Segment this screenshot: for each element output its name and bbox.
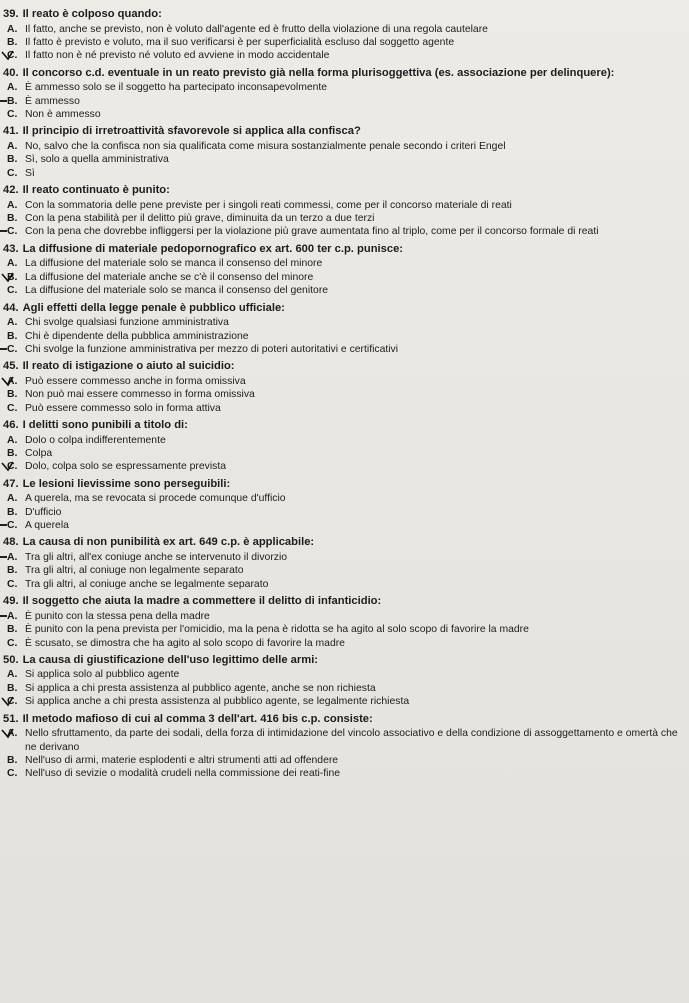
option-text: Chi svolge qualsiasi funzione amministrativa: [25, 317, 229, 329]
handwritten-dash-mark-icon: [0, 348, 7, 350]
option-letter: A.: [7, 434, 18, 446]
question-text: La causa di giustificazione dell'uso legittimo delle armi:: [22, 653, 319, 666]
option-a: [3, 434, 679, 447]
option-b: [3, 623, 679, 636]
option-text: È punito con la pena prevista per l'omicidio, ma la pena è ridotta se ha agito al solo scopo di favorire la madre: [25, 624, 529, 636]
option-text: Chi è dipendente della pubblica amministrazione: [25, 330, 249, 342]
option-letter: A.: [7, 728, 18, 740]
handwritten-check-mark-icon: [1, 728, 15, 739]
handwritten-check-mark-icon: [1, 272, 15, 283]
question-number: 51.: [3, 712, 19, 725]
question-title: [3, 713, 679, 727]
question-title: [3, 419, 679, 433]
question-text: La diffusione di materiale pedopornografico ex art. 600 ter c.p. punisce:: [22, 242, 404, 255]
option-text: Sì, solo a quella amministrativa: [25, 154, 169, 166]
question-text: La causa di non punibilità ex art. 649 c.p. è applicabile:: [22, 536, 315, 549]
option-text: Colpa: [25, 447, 53, 459]
handwritten-check-mark-icon: [1, 376, 15, 387]
option-b: [3, 506, 679, 519]
option-text: Dolo o colpa indifferentemente: [25, 434, 166, 446]
option-letter: A.: [7, 610, 18, 622]
option-text: Tra gli altri, all'ex coniuge anche se intervenuto il divorzio: [25, 551, 288, 563]
question-title: [3, 595, 679, 609]
option-letter: B.: [7, 213, 18, 225]
option-letter: A.: [7, 551, 18, 563]
option-a: [3, 610, 679, 623]
option-text: Può essere commesso anche in forma omissiva: [25, 375, 246, 387]
option-text: Tra gli altri, al coniuge anche se legalmente separato: [25, 578, 269, 590]
question-title: [3, 536, 679, 550]
option-c: [3, 637, 679, 650]
handwritten-dash-mark-icon: [0, 615, 7, 617]
option-letter: C.: [7, 50, 18, 62]
option-c: [3, 695, 679, 708]
option-b: [3, 330, 679, 343]
option-text: Chi svolge la funzione amministrativa per mezzo di poteri autoritativi e certificativi: [25, 343, 399, 355]
question-number: 48.: [3, 536, 19, 549]
option-letter: C.: [7, 226, 18, 238]
question-number: 50.: [3, 653, 19, 666]
option-a: [3, 551, 679, 564]
option-letter: A.: [7, 669, 18, 681]
option-text: È ammesso: [25, 95, 80, 107]
option-letter: C.: [7, 768, 18, 780]
question-text: Il reato è colposo quando:: [22, 8, 162, 20]
question-title: [3, 478, 679, 492]
option-c: [3, 767, 679, 780]
question-number: 42.: [3, 184, 19, 197]
option-letter: B.: [7, 95, 18, 107]
option-text: È scusato, se dimostra che ha agito al solo scopo di favorire la madre: [25, 637, 345, 649]
question-42: [3, 184, 679, 239]
option-letter: C.: [7, 167, 18, 179]
option-letter: B.: [7, 36, 18, 48]
option-text: Nell'uso di sevizie o modalità crudeli nella commissione dei reati-fine: [25, 768, 341, 780]
question-text: Il reato di istigazione o aiuto al suicidio:: [22, 360, 235, 373]
option-text: Con la sommatoria delle pene previste per i singoli reati commessi, come per il concorso materiale di reati: [25, 199, 512, 211]
option-text: La diffusione del materiale anche se c'è il consenso del minore: [25, 271, 314, 283]
option-letter: C.: [7, 285, 18, 297]
option-text: Il fatto, anche se previsto, non è voluto dall'agente ed è frutto della violazione di una regola cautelare: [25, 23, 488, 35]
question-39: [3, 8, 679, 63]
handwritten-dash-mark-icon: [0, 524, 7, 526]
option-b: [3, 754, 679, 767]
option-letter: C.: [7, 461, 18, 473]
handwritten-check-mark-icon: [1, 696, 15, 707]
option-letter: C.: [7, 696, 18, 708]
option-c: [3, 460, 679, 473]
option-c: [3, 578, 679, 591]
option-letter: B.: [7, 330, 18, 342]
option-text: Si applica solo al pubblico agente: [25, 669, 180, 681]
question-number: 39.: [3, 8, 19, 20]
question-43: [3, 243, 679, 298]
question-number: 46.: [3, 419, 19, 432]
option-c: [3, 402, 679, 415]
option-b: [3, 36, 679, 49]
option-letter: B.: [7, 624, 18, 636]
question-number: 41.: [3, 125, 19, 138]
option-letter: B.: [7, 754, 18, 766]
option-text: Tra gli altri, al coniuge non legalmente separato: [25, 565, 244, 577]
option-letter: A.: [7, 199, 18, 211]
option-b: [3, 388, 679, 401]
option-text: Dolo, colpa solo se espressamente prevista: [25, 461, 226, 473]
question-48: [3, 536, 679, 591]
question-text: Il metodo mafioso di cui al comma 3 dell'art. 416 bis c.p. consiste:: [22, 712, 373, 725]
question-number: 44.: [3, 301, 19, 314]
option-text: La diffusione del materiale solo se manca il consenso del minore: [25, 258, 323, 270]
option-text: Con la pena che dovrebbe infliggersi per la violazione più grave aumentata fino al triplo, come per il concorso formale di reati: [25, 226, 599, 238]
option-c: [3, 167, 679, 180]
option-text: Non è ammesso: [25, 109, 101, 121]
handwritten-dash-mark-icon: [0, 100, 7, 102]
option-b: [3, 271, 679, 284]
question-text: Il concorso c.d. eventuale in un reato previsto già nella forma plurisoggettiva (es. associazione per delinquere):: [22, 66, 615, 79]
question-title: [3, 302, 679, 316]
question-44: [3, 302, 679, 357]
question-text: Il reato continuato è punito:: [22, 184, 170, 197]
option-b: [3, 95, 679, 108]
option-a: [3, 23, 679, 36]
option-letter: A.: [7, 23, 18, 35]
question-40: [3, 67, 679, 122]
option-text: Sì: [25, 167, 35, 179]
option-a: [3, 727, 679, 754]
option-text: È punito con la stessa pena della madre: [25, 610, 210, 622]
option-c: [3, 343, 679, 356]
question-title: [3, 360, 679, 374]
question-number: 49.: [3, 595, 19, 608]
question-text: Agli effetti della legge penale è pubblico ufficiale:: [22, 301, 285, 314]
option-letter: C.: [7, 637, 18, 649]
option-text: Si applica a chi presta assistenza al pubblico agente, anche se non richiesta: [25, 682, 376, 694]
option-letter: B.: [7, 389, 18, 401]
option-c: [3, 108, 679, 121]
option-letter: A.: [7, 375, 18, 387]
option-a: [3, 257, 679, 270]
option-text: A querela, ma se revocata si procede comunque d'ufficio: [25, 493, 286, 505]
option-letter: C.: [7, 402, 18, 414]
question-41: [3, 125, 679, 180]
option-letter: C.: [7, 578, 18, 590]
option-letter: A.: [7, 258, 18, 270]
option-text: D'ufficio: [25, 506, 62, 518]
option-letter: A.: [7, 317, 18, 329]
question-text: I delitti sono punibili a titolo di:: [22, 419, 188, 432]
option-a: [3, 199, 679, 212]
question-47: [3, 478, 679, 533]
handwritten-dash-mark-icon: [0, 556, 7, 558]
question-title: [3, 67, 679, 81]
handwritten-check-mark-icon: [1, 50, 15, 61]
question-51: [3, 713, 679, 781]
option-text: Può essere commesso solo in forma attiva: [25, 402, 221, 414]
option-text: Non può mai essere commesso in forma omissiva: [25, 389, 255, 401]
question-number: 43.: [3, 242, 19, 255]
option-text: Nell'uso di armi, materie esplodenti e altri strumenti atti ad offendere: [25, 754, 339, 766]
question-49: [3, 595, 679, 650]
option-a: [3, 668, 679, 681]
option-letter: B.: [7, 271, 18, 283]
question-title: [3, 243, 679, 257]
option-letter: B.: [7, 565, 18, 577]
option-a: [3, 316, 679, 329]
option-text: La diffusione del materiale solo se manca il consenso del genitore: [25, 285, 329, 297]
question-text: Le lesioni lievissime sono perseguibili:: [22, 477, 231, 490]
option-letter: B.: [7, 447, 18, 459]
option-a: [3, 492, 679, 505]
option-text: No, salvo che la confisca non sia qualificata come misura sostanzialmente penale secondo i criteri Engel: [25, 140, 506, 152]
option-text: Il fatto non è né previsto né voluto ed avviene in modo accidentale: [25, 50, 330, 62]
question-number: 40.: [3, 66, 19, 79]
option-letter: C.: [7, 343, 18, 355]
question-title: [3, 184, 679, 198]
option-letter: B.: [7, 154, 18, 166]
option-b: [3, 447, 679, 460]
question-number: 47.: [3, 477, 19, 490]
handwritten-check-mark-icon: [1, 461, 15, 472]
handwritten-dash-mark-icon: [0, 230, 7, 232]
question-45: [3, 360, 679, 415]
option-c: [3, 284, 679, 297]
option-text: Il fatto è previsto e voluto, ma il suo verificarsi è per superficialità escluso dal soggetto agente: [25, 36, 455, 48]
option-a: [3, 375, 679, 388]
question-text: Il principio di irretroattività sfavorevole si applica alla confisca?: [22, 125, 361, 138]
option-letter: C.: [7, 109, 18, 121]
option-letter: A.: [7, 82, 18, 94]
question-title: [3, 654, 679, 668]
question-number: 45.: [3, 360, 19, 373]
option-a: [3, 140, 679, 153]
option-text: Con la pena stabilità per il delitto più grave, diminuita da un terzo a due terzi: [25, 213, 375, 225]
option-letter: B.: [7, 506, 18, 518]
option-b: [3, 153, 679, 166]
option-c: [3, 519, 679, 532]
question-46: [3, 419, 679, 474]
option-text: A querela: [25, 520, 69, 532]
option-b: [3, 564, 679, 577]
option-text: È ammesso solo se il soggetto ha partecipato inconsapevolmente: [25, 82, 328, 94]
option-letter: A.: [7, 140, 18, 152]
option-text: Si applica anche a chi presta assistenza al pubblico agente, se legalmente richiesta: [25, 696, 410, 708]
option-letter: C.: [7, 520, 18, 532]
option-letter: A.: [7, 493, 18, 505]
option-text: Nello sfruttamento, da parte dei sodali, della forza di intimidazione del vincolo associativo e della condizione di assoggettamento e omertà che ne derivano: [25, 728, 678, 753]
option-b: [3, 212, 679, 225]
option-b: [3, 682, 679, 695]
question-50: [3, 654, 679, 709]
option-c: [3, 49, 679, 62]
option-a: [3, 81, 679, 94]
question-title: [3, 8, 679, 22]
question-text: Il soggetto che aiuta la madre a commettere il delitto di infanticidio:: [22, 595, 382, 608]
question-title: [3, 125, 679, 139]
option-letter: B.: [7, 682, 18, 694]
option-c: [3, 225, 679, 238]
